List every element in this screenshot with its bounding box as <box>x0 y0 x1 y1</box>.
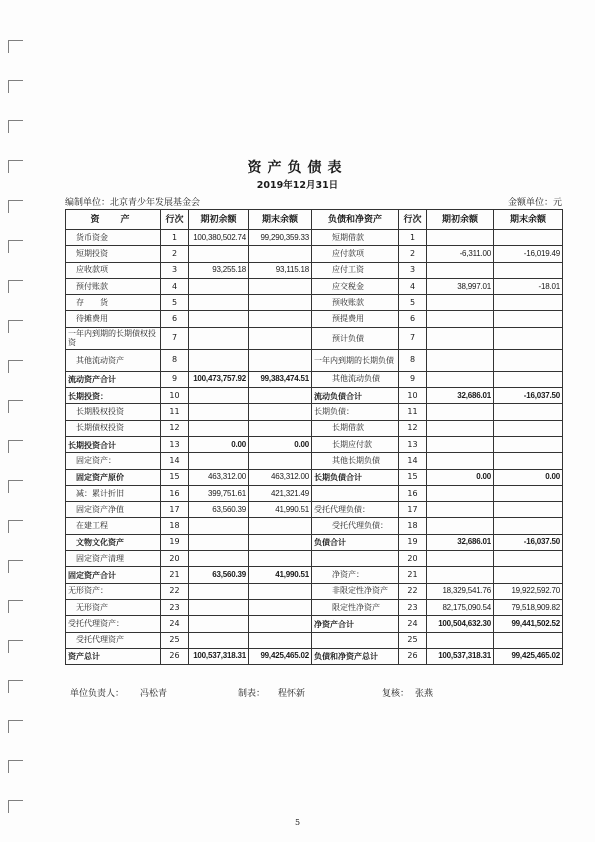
closing-balance-cell <box>494 295 563 311</box>
closing-balance-cell: 93,115.18 <box>249 262 312 278</box>
table-row <box>66 583 563 599</box>
line-number-cell: 15 <box>161 469 189 485</box>
liability-item: 预计负债 <box>312 327 399 349</box>
header-closing-balance: 期末余额 <box>249 210 312 230</box>
table-row <box>66 420 563 436</box>
balance-sheet-table <box>65 209 563 665</box>
line-number-cell: 7 <box>161 327 189 349</box>
closing-balance-cell <box>249 404 312 420</box>
closing-balance-cell <box>249 551 312 567</box>
line-number-cell: 24 <box>161 616 189 632</box>
table-row <box>66 502 563 518</box>
closing-balance-cell: 463,312.00 <box>249 469 312 485</box>
closing-balance-cell <box>249 453 312 469</box>
opening-balance-cell <box>189 327 249 349</box>
liability-item: 受托代理负债： <box>312 518 399 534</box>
closing-balance-cell <box>494 262 563 278</box>
line-number-cell: 2 <box>161 246 189 262</box>
line-number-cell: 7 <box>399 327 427 349</box>
opening-balance-cell: 100,537,318.31 <box>427 648 494 664</box>
line-number-cell: 20 <box>161 551 189 567</box>
closing-balance-cell <box>494 230 563 246</box>
asset-item: 存 货 <box>66 295 161 311</box>
closing-balance-cell: 99,441,502.52 <box>494 616 563 632</box>
review-name: 张燕 <box>415 689 434 699</box>
asset-item: 一年内到期的长期债权投资 <box>66 327 161 349</box>
liability-item: 净资产： <box>312 567 399 583</box>
opening-balance-cell <box>427 311 494 327</box>
liability-item <box>312 485 399 501</box>
closing-balance-cell <box>249 518 312 534</box>
line-number-cell: 26 <box>399 648 427 664</box>
asset-item: 无形资产： <box>66 583 161 599</box>
line-number-cell: 25 <box>161 632 189 648</box>
binding-mark <box>8 480 23 493</box>
asset-item: 应收款项 <box>66 262 161 278</box>
line-number-cell: 22 <box>399 583 427 599</box>
binding-margin <box>0 0 40 842</box>
line-number-cell: 18 <box>399 518 427 534</box>
table-row <box>66 230 563 246</box>
liability-item: 流动负债合计 <box>312 388 399 404</box>
opening-balance-cell <box>189 349 249 371</box>
binding-mark <box>8 680 23 693</box>
line-number-cell: 16 <box>161 485 189 501</box>
closing-balance-cell <box>249 583 312 599</box>
line-number-cell: 5 <box>161 295 189 311</box>
asset-item: 长期投资合计 <box>66 436 161 452</box>
line-number-cell: 4 <box>161 278 189 294</box>
line-number-cell: 14 <box>161 453 189 469</box>
line-number-cell: 13 <box>399 436 427 452</box>
opening-balance-cell <box>189 246 249 262</box>
binding-mark <box>8 120 23 133</box>
liability-item: 负债和净资产总计 <box>312 648 399 664</box>
liability-item <box>312 551 399 567</box>
line-number-cell: 17 <box>161 502 189 518</box>
closing-balance-cell: 41,990.51 <box>249 567 312 583</box>
opening-balance-cell <box>427 485 494 501</box>
table-row <box>66 404 563 420</box>
binding-mark <box>8 400 23 413</box>
opening-balance-cell: 18,329,541.76 <box>427 583 494 599</box>
table-row <box>66 327 563 349</box>
closing-balance-cell <box>249 616 312 632</box>
closing-balance-cell: -18.01 <box>494 278 563 294</box>
closing-balance-cell: 41,990.51 <box>249 502 312 518</box>
asset-item: 固定资产原价 <box>66 469 161 485</box>
liability-item: 限定性净资产 <box>312 599 399 615</box>
opening-balance-cell: 63,560.39 <box>189 567 249 583</box>
line-number-cell: 17 <box>399 502 427 518</box>
binding-mark <box>8 320 23 333</box>
line-number-cell: 2 <box>399 246 427 262</box>
closing-balance-cell <box>249 534 312 550</box>
opening-balance-cell <box>427 295 494 311</box>
line-number-cell: 1 <box>161 230 189 246</box>
closing-balance-cell: 99,425,465.02 <box>249 648 312 664</box>
table-row <box>66 534 563 550</box>
opening-balance-cell <box>189 551 249 567</box>
closing-balance-cell: 421,321.49 <box>249 485 312 501</box>
binding-mark <box>8 80 23 93</box>
line-number-cell: 5 <box>399 295 427 311</box>
closing-balance-cell <box>494 436 563 452</box>
line-number-cell: 25 <box>399 632 427 648</box>
closing-balance-cell: -16,019.49 <box>494 246 563 262</box>
closing-balance-cell: 99,383,474.51 <box>249 371 312 387</box>
header-assets: 资 产 <box>66 210 161 230</box>
header-liabilities-net-assets: 负债和净资产 <box>312 210 399 230</box>
opening-balance-cell: 100,504,632.30 <box>427 616 494 632</box>
asset-item: 短期投资 <box>66 246 161 262</box>
table-row <box>66 246 563 262</box>
line-number-cell: 14 <box>399 453 427 469</box>
opening-balance-cell: 100,473,757.92 <box>189 371 249 387</box>
opening-balance-cell: 463,312.00 <box>189 469 249 485</box>
line-number-cell: 21 <box>161 567 189 583</box>
line-number-cell: 24 <box>399 616 427 632</box>
opening-balance-cell <box>189 311 249 327</box>
liability-item: 应付款项 <box>312 246 399 262</box>
line-number-cell: 10 <box>161 388 189 404</box>
asset-item: 减：累计折旧 <box>66 485 161 501</box>
closing-balance-cell <box>249 349 312 371</box>
binding-mark <box>8 720 23 733</box>
header-line-no: 行次 <box>161 210 189 230</box>
closing-balance-cell <box>249 599 312 615</box>
opening-balance-cell <box>189 295 249 311</box>
opening-balance-cell: -6,311.00 <box>427 246 494 262</box>
opening-balance-cell <box>427 404 494 420</box>
closing-balance-cell <box>494 551 563 567</box>
line-number-cell: 16 <box>399 485 427 501</box>
asset-item: 长期投资： <box>66 388 161 404</box>
closing-balance-cell <box>494 420 563 436</box>
table-row <box>66 371 563 387</box>
liability-item: 短期借款 <box>312 230 399 246</box>
table-row <box>66 278 563 294</box>
line-number-cell: 23 <box>161 599 189 615</box>
line-number-cell: 4 <box>399 278 427 294</box>
opening-balance-cell <box>189 404 249 420</box>
page-number: 5 <box>294 818 301 827</box>
opening-balance-cell <box>427 518 494 534</box>
opening-balance-cell <box>189 518 249 534</box>
closing-balance-cell <box>249 278 312 294</box>
line-number-cell: 8 <box>399 349 427 371</box>
head-name: 冯松青 <box>140 689 168 699</box>
line-number-cell: 12 <box>161 420 189 436</box>
asset-item: 其他流动资产 <box>66 349 161 371</box>
liability-item: 其他长期负债 <box>312 453 399 469</box>
table-row <box>66 632 563 648</box>
opening-balance-cell <box>427 453 494 469</box>
table-row <box>66 485 563 501</box>
asset-item: 货币资金 <box>66 230 161 246</box>
opening-balance-cell: 100,537,318.31 <box>189 648 249 664</box>
liability-item: 长期借款 <box>312 420 399 436</box>
opening-balance-cell <box>427 262 494 278</box>
closing-balance-cell <box>494 485 563 501</box>
binding-mark <box>8 800 23 813</box>
binding-mark <box>8 520 23 533</box>
asset-item: 预付账款 <box>66 278 161 294</box>
document-title: 资产负债表 <box>247 160 348 176</box>
line-number-cell: 1 <box>399 230 427 246</box>
closing-balance-cell: -16,037.50 <box>494 534 563 550</box>
binding-mark <box>8 640 23 653</box>
maker-label: 制表： <box>238 689 266 699</box>
binding-mark <box>8 280 23 293</box>
line-number-cell: 3 <box>161 262 189 278</box>
liability-item: 受托代理负债： <box>312 502 399 518</box>
closing-balance-cell: 79,518,909.82 <box>494 599 563 615</box>
maker-name: 程怀新 <box>278 689 306 699</box>
asset-item: 长期股权投资 <box>66 404 161 420</box>
opening-balance-cell: 0.00 <box>189 436 249 452</box>
line-number-cell: 18 <box>161 518 189 534</box>
closing-balance-cell <box>494 349 563 371</box>
liability-item: 长期应付款 <box>312 436 399 452</box>
table-row <box>66 567 563 583</box>
opening-balance-cell: 38,997.01 <box>427 278 494 294</box>
closing-balance-cell <box>249 246 312 262</box>
liability-item: 长期负债合计 <box>312 469 399 485</box>
table-row <box>66 518 563 534</box>
asset-item: 长期债权投资 <box>66 420 161 436</box>
binding-mark <box>8 200 23 213</box>
opening-balance-cell <box>427 230 494 246</box>
closing-balance-cell: -16,037.50 <box>494 388 563 404</box>
opening-balance-cell: 32,686.01 <box>427 534 494 550</box>
closing-balance-cell <box>249 388 312 404</box>
opening-balance-cell <box>427 551 494 567</box>
table-row <box>66 388 563 404</box>
asset-item: 受托代理资产： <box>66 616 161 632</box>
line-number-cell: 15 <box>399 469 427 485</box>
liability-item: 净资产合计 <box>312 616 399 632</box>
line-number-cell: 13 <box>161 436 189 452</box>
line-number-cell: 10 <box>399 388 427 404</box>
closing-balance-cell <box>494 567 563 583</box>
liability-item: 应付工资 <box>312 262 399 278</box>
binding-mark <box>8 240 23 253</box>
table-row <box>66 311 563 327</box>
opening-balance-cell: 82,175,090.54 <box>427 599 494 615</box>
binding-mark <box>8 40 23 53</box>
opening-balance-cell <box>189 534 249 550</box>
liability-item: 预提费用 <box>312 311 399 327</box>
closing-balance-cell <box>249 327 312 349</box>
liability-item: 非限定性净资产 <box>312 583 399 599</box>
binding-mark <box>8 600 23 613</box>
line-number-cell: 6 <box>161 311 189 327</box>
opening-balance-cell <box>427 349 494 371</box>
report-date: 2019年12月31日 <box>256 180 339 191</box>
liability-item: 负债合计 <box>312 534 399 550</box>
table-row <box>66 295 563 311</box>
line-number-cell: 22 <box>161 583 189 599</box>
closing-balance-cell <box>249 632 312 648</box>
closing-balance-cell <box>494 327 563 349</box>
opening-balance-cell: 32,686.01 <box>427 388 494 404</box>
line-number-cell: 20 <box>399 551 427 567</box>
opening-balance-cell: 0.00 <box>427 469 494 485</box>
review-label: 复核： <box>382 689 410 699</box>
closing-balance-cell: 19,922,592.70 <box>494 583 563 599</box>
liability-item <box>312 632 399 648</box>
line-number-cell: 26 <box>161 648 189 664</box>
binding-mark <box>8 360 23 373</box>
line-number-cell: 9 <box>399 371 427 387</box>
table-row <box>66 648 563 664</box>
line-number-cell: 12 <box>399 420 427 436</box>
asset-item: 受托代理资产 <box>66 632 161 648</box>
table-header-row <box>66 210 563 230</box>
binding-mark <box>8 760 23 773</box>
closing-balance-cell <box>494 371 563 387</box>
opening-balance-cell: 399,751.61 <box>189 485 249 501</box>
header-line-no: 行次 <box>399 210 427 230</box>
opening-balance-cell <box>427 632 494 648</box>
closing-balance-cell <box>249 295 312 311</box>
line-number-cell: 6 <box>399 311 427 327</box>
liability-item: 应交税金 <box>312 278 399 294</box>
table-row <box>66 469 563 485</box>
header-opening-balance: 期初余额 <box>189 210 249 230</box>
closing-balance-cell <box>494 311 563 327</box>
asset-item: 资产总计 <box>66 648 161 664</box>
line-number-cell: 8 <box>161 349 189 371</box>
head-label: 单位负责人： <box>70 689 125 699</box>
opening-balance-cell: 100,380,502.74 <box>189 230 249 246</box>
asset-item: 在建工程 <box>66 518 161 534</box>
line-number-cell: 11 <box>399 404 427 420</box>
opening-balance-cell <box>189 388 249 404</box>
liability-item: 其他流动负债 <box>312 371 399 387</box>
opening-balance-cell <box>427 436 494 452</box>
opening-balance-cell <box>427 567 494 583</box>
liability-item: 一年内到期的长期负债 <box>312 349 399 371</box>
opening-balance-cell <box>189 616 249 632</box>
table-row <box>66 262 563 278</box>
closing-balance-cell <box>494 632 563 648</box>
closing-balance-cell: 0.00 <box>494 469 563 485</box>
table-row <box>66 349 563 371</box>
opening-balance-cell <box>189 453 249 469</box>
opening-balance-cell <box>189 599 249 615</box>
closing-balance-cell <box>249 311 312 327</box>
opening-balance-cell <box>427 371 494 387</box>
header-closing-balance: 期末余额 <box>494 210 563 230</box>
closing-balance-cell: 99,290,359.33 <box>249 230 312 246</box>
asset-item: 固定资产清理 <box>66 551 161 567</box>
closing-balance-cell <box>249 420 312 436</box>
org-label: 编制单位：北京青少年发展基金会 <box>65 198 201 208</box>
liability-item: 长期负债： <box>312 404 399 420</box>
closing-balance-cell <box>494 453 563 469</box>
opening-balance-cell <box>189 632 249 648</box>
line-number-cell: 9 <box>161 371 189 387</box>
table-row <box>66 616 563 632</box>
table-row <box>66 599 563 615</box>
opening-balance-cell <box>189 278 249 294</box>
asset-item: 无形资产 <box>66 599 161 615</box>
line-number-cell: 3 <box>399 262 427 278</box>
line-number-cell: 23 <box>399 599 427 615</box>
asset-item: 流动资产合计 <box>66 371 161 387</box>
opening-balance-cell <box>189 420 249 436</box>
table-row <box>66 453 563 469</box>
opening-balance-cell <box>189 583 249 599</box>
opening-balance-cell <box>427 327 494 349</box>
table-row <box>66 436 563 452</box>
liability-item: 预收账款 <box>312 295 399 311</box>
line-number-cell: 21 <box>399 567 427 583</box>
closing-balance-cell <box>494 404 563 420</box>
binding-mark <box>8 440 23 453</box>
table-row <box>66 551 563 567</box>
asset-item: 固定资产净值 <box>66 502 161 518</box>
opening-balance-cell <box>427 502 494 518</box>
asset-item: 固定资产： <box>66 453 161 469</box>
asset-item: 待摊费用 <box>66 311 161 327</box>
asset-item: 文物文化资产 <box>66 534 161 550</box>
line-number-cell: 19 <box>399 534 427 550</box>
closing-balance-cell: 99,425,465.02 <box>494 648 563 664</box>
header-opening-balance: 期初余额 <box>427 210 494 230</box>
line-number-cell: 11 <box>161 404 189 420</box>
asset-item: 固定资产合计 <box>66 567 161 583</box>
binding-mark <box>8 560 23 573</box>
closing-balance-cell <box>494 502 563 518</box>
opening-balance-cell: 93,255.18 <box>189 262 249 278</box>
line-number-cell: 19 <box>161 534 189 550</box>
closing-balance-cell: 0.00 <box>249 436 312 452</box>
opening-balance-cell <box>427 420 494 436</box>
opening-balance-cell: 63,560.39 <box>189 502 249 518</box>
currency-label: 金额单位：元 <box>507 198 562 208</box>
closing-balance-cell <box>494 518 563 534</box>
